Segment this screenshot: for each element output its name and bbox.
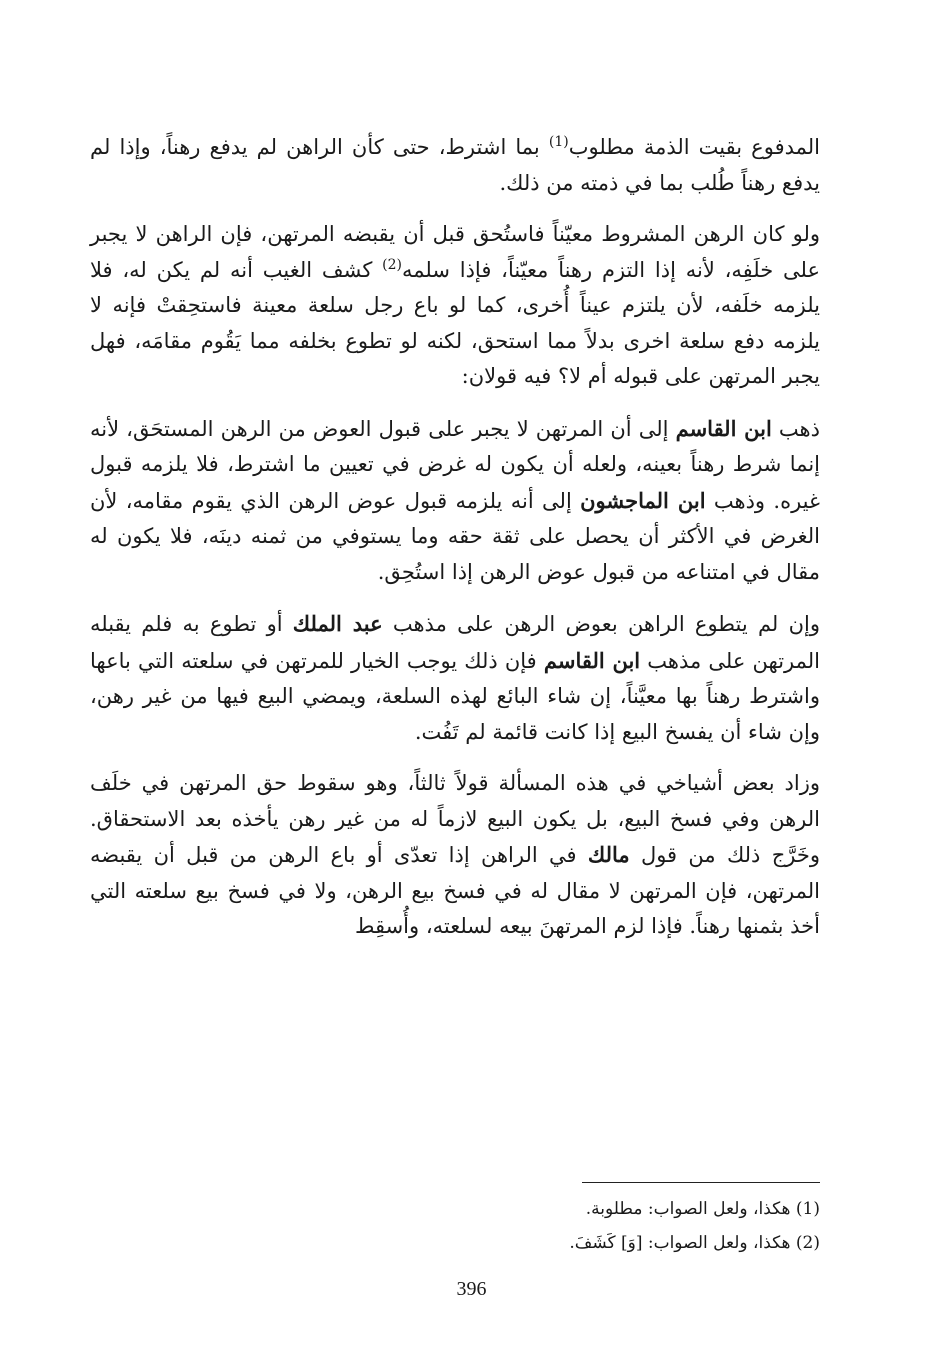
text-run: فإن ذلك يوجب الخيار للمرتهن في سلعته التي باعها واشترط رهناً بها معيَّناً، إن شاء البائع لهذه السلعة، ويمضي البيع فيها من غير رهن، وإن شاء أن يفسخ البيع إذا كانت قائمة لم تَفُت. <box>90 648 820 744</box>
scholar-name: عبد الملك <box>292 611 383 636</box>
paragraph-3 <box>90 411 820 591</box>
text-run: ذهب <box>771 416 820 441</box>
page-number: 396 <box>456 1278 487 1300</box>
scholar-name: مالك <box>587 842 630 867</box>
text-run: وزاد بعض أشياخي في هذه المسألة قولاً ثالثاً، وهو سقوط حق المرتهن في خلَف الرهن وفي فسخ البيع، بل يكون البيع لازماً له من غير رهن يأخذه بعد الاستحقاق. وخَرَّج ذلك من قول <box>90 771 820 867</box>
text-run: في الراهن إذا تعدّى أو باع الرهن من قبل أن يقبضه المرتهن، فإن المرتهن لا مقال له في فسخ بيع الرهن، ولا في فسخ بيع سلعته التي أخذ بثمنها رهناً. فإذا لزم المرتهنَ بيعه لسلعته، وأُسقِط <box>90 843 820 938</box>
paragraph-4 <box>90 606 820 750</box>
text-run: أو تطوع به فلم يقبله المرتهن على مذهب <box>90 612 821 673</box>
footnote-ref-2: (2) <box>382 256 402 273</box>
footnote-2: (2) هكذا، ولعل الصواب: [وَ] كَشَفَ. <box>569 1233 820 1253</box>
scholar-name: ابن الماجشون <box>580 487 706 513</box>
footnote-1: (1) هكذا، ولعل الصواب: مطلوبة. <box>585 1199 820 1219</box>
text-run: ولو كان الرهن المشروط معيّناً فاستُحق قبل أن يقبضه المرتهن، فإن الراهن لا يجبر على خلَفِه، لأنه إذا التزم رهناً معيّناً، فإذا سلمه <box>90 222 820 282</box>
text-run: المدفوع بقيت الذمة مطلوب <box>568 135 820 159</box>
footnote-divider <box>582 1182 820 1183</box>
text-run: إلى أن المرتهن لا يجبر على قبول العوض من الرهن المستحَق، لأنه إنما شرط رهناً بعينه، ولعله أن يكون له غرض في تعيين ما اشترط، فلا يلزمه قبول غيره. وذهب <box>90 416 820 513</box>
scholar-name: ابن القاسم <box>543 647 641 673</box>
main-text <box>90 130 820 961</box>
footnotes <box>90 1192 820 1260</box>
text-run: إلى أنه يلزمه قبول عوض الرهن الذي يقوم مقامه، لأن الغرض في الأكثر أن يحصل على ثقة حقه وما يستوفي من ثمنه دينَه، فلا يكون له مقال في امتناعه من قبول عوض الرهن إذا استُحِق. <box>90 488 820 584</box>
text-run: كشف الغيب أنه لم يكن له، فلا يلزمه خلَفه، لأن يلتزم عيناً أُخرى، كما لو باع رجل سلعة معينة فاستحِقتْ فإنه لا يلزمه دفع سلعة اخرى بدلاً مما استحق، لكنه لو تطوع بخلفه مما يَقُوم مقامَه، فهل يجبر المرتهن على قبوله أم لا؟ فيه قولان: <box>90 257 820 388</box>
text-run: بما اشترط، حتى كأن الراهن لم يدفع رهناً، وإذا لم يدفع رهناً طُلب بما في ذمته من ذلك. <box>90 135 820 195</box>
footnote-ref-1: (1) <box>548 134 569 150</box>
paragraph-1 <box>90 130 820 201</box>
paragraph-5 <box>90 766 820 945</box>
scholar-name: ابن القاسم <box>675 415 772 441</box>
text-run: وإن لم يتطوع الراهن بعوض الرهن على مذهب <box>382 612 820 636</box>
paragraph-2 <box>90 217 820 395</box>
